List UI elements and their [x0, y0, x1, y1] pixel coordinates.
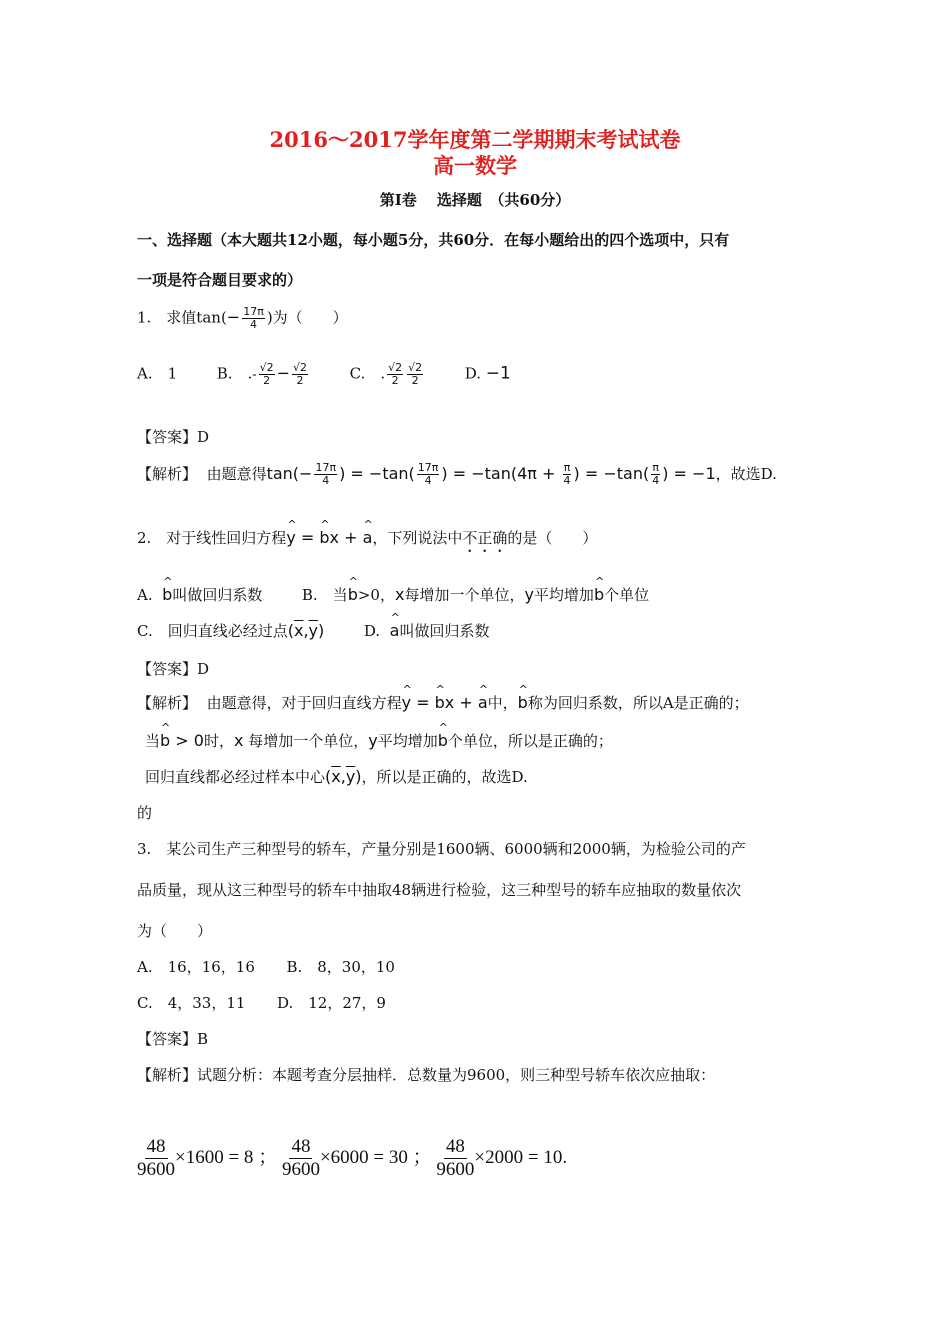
- q1-option-b: B. .: [216, 364, 253, 383]
- q3-option-b: B. 8，30，10: [286, 958, 395, 976]
- q3-option-d: D. 12，27，9: [277, 994, 386, 1012]
- q1-analysis: 【解析】 由题意得tan(− $\frac{17\pi}{4}$ ) = −tan( $\frac{17\pi}{4}$ ) = −tan(4π + $\frac{\pi}{4}$ ) = −tan( $\frac{\pi}{4}$ ) = −1，故选D.: [137, 461, 777, 487]
- q1-answer: 【答案】D: [137, 428, 210, 446]
- instruction-line-2: 一项是符合题目要求的）: [137, 271, 303, 289]
- q1-option-d: D.: [464, 364, 481, 383]
- q1-options: A. 1 B. .- $\frac{√2}{2}$ − $\frac{√2}{2}$ C. . $\frac{√2}{2}$ $\frac{√2}{2}$ D. −1: [137, 361, 511, 387]
- q3-fraction-3: $\frac{48}{9600}$: [436, 1136, 475, 1180]
- q3-fraction-2: $\frac{48}{9600}$: [281, 1136, 320, 1180]
- q2-options-row-1: [137, 584, 649, 605]
- q1-prefix: 1. 求值tan(: [137, 308, 227, 327]
- question-3-line-3: 为（ ）: [137, 922, 213, 940]
- q3-options-row-1: [137, 956, 395, 977]
- stray-character: 的: [137, 804, 153, 822]
- q2-analysis-line-3: 回归直线都必经过样本中心$(\overline{x},\overline{y})$，所以是正确的，故选D.: [145, 767, 528, 786]
- q1-option-d-value: −1: [485, 363, 511, 384]
- q3-option-c: C. 4，33，11: [137, 994, 246, 1012]
- q2-analysis-line-1: 【解析】 由题意得，对于回归直线方程^ y = ^ bx + ^ a中，^ b称为回归系数，所以A是正确的；: [137, 692, 749, 713]
- question-3-line-2: 品质量，现从这三种型号的轿车中抽取48辆进行检验，这三种型号的轿车应抽取的数量依次: [137, 881, 742, 899]
- page-title: 2016～2017学年度第二学期期末考试试卷: [269, 127, 681, 152]
- q2-option-a: A. ^ b叫做回归系数: [137, 586, 262, 604]
- q3-formula: $\frac{48}{9600}$ ×1600 = 8 ； $\frac{48}{9600}$ ×6000 = 30 ； $\frac{48}{9600}$ ×2000 = 10.: [137, 1136, 568, 1180]
- q1-fraction: $\frac{17\pi}{4}$: [243, 305, 264, 331]
- q2-emphasis: 不正确: [462, 529, 508, 547]
- question-2: 2. 对于线性回归方程^ y = ^ bx + ^ a，下列说法中不正确的是（ ）: [137, 527, 597, 556]
- q1-option-c: C. .: [349, 364, 386, 383]
- q2-answer: 【答案】D: [137, 660, 210, 678]
- q2-option-c: C. 回归直线必经过点$(\overline{x},\overline{y})$: [137, 621, 325, 640]
- q1-suffix: )为（ ）: [266, 308, 348, 327]
- q2-analysis-line-2: 当^ b > 0时，x 每增加一个单位，y平均增加^ b个单位，所以是正确的；: [145, 730, 613, 751]
- q3-options-row-2: [137, 992, 386, 1013]
- q3-analysis: 【解析】试题分析：本题考查分层抽样．总数量为9600，则三种型号轿车依次应抽取：: [137, 1066, 716, 1084]
- q1-option-a: A. 1: [137, 364, 178, 383]
- q2-options-row-2: [137, 620, 489, 641]
- question-1: 1. 求值tan(− $\frac{17\pi}{4}$ )为（ ）: [137, 305, 348, 331]
- q3-answer: 【答案】B: [137, 1030, 209, 1048]
- q2-option-d: D. ^ a叫做回归系数: [364, 622, 490, 640]
- page-subtitle: 高一数学: [433, 153, 517, 178]
- q3-option-a: A. 16，16，16: [137, 958, 255, 976]
- q2-option-b: B. 当^ b>0，x每增加一个单位，y平均增加^ b个单位: [302, 586, 649, 604]
- question-3-line-1: 3. 某公司生产三种型号的轿车，产量分别是1600辆、6000辆和2000辆，为检验公司的产: [137, 840, 746, 858]
- instruction-line-1: 一、选择题（本大题共12小题，每小题5分，共60分．在每小题给出的四个选项中，只有: [137, 231, 730, 249]
- q3-fraction-1: $\frac{48}{9600}$: [137, 1136, 175, 1180]
- section-heading: 第Ⅰ卷 选择题 （共60分）: [379, 191, 571, 209]
